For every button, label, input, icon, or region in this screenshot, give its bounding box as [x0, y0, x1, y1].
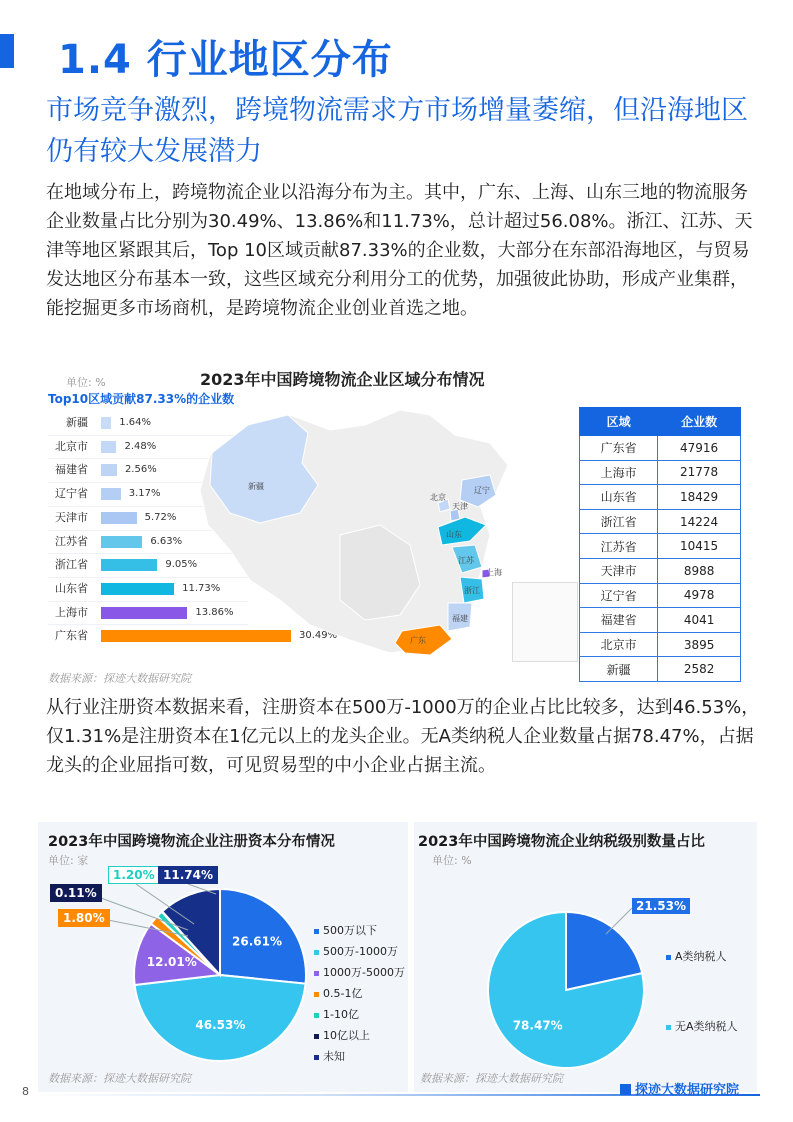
- bar-value-label: 6.63%: [150, 535, 183, 547]
- bar-category-label: 上海市: [55, 605, 88, 619]
- legend-label: 1000万-5000万: [323, 966, 405, 979]
- bar-category-label: 江苏省: [55, 534, 88, 548]
- table-cell-region: 北京市: [580, 632, 658, 657]
- map-label-tianjin: 天津: [452, 502, 468, 511]
- map-label-beijing: 北京: [430, 493, 446, 502]
- bar-mark: [101, 488, 121, 500]
- capital-paragraph: 从行业注册资本数据来看，注册资本在500万-1000万的企业占比比较多，达到46.53%，仅1.31%是注册资本在1亿元以上的龙头企业。无A类纳税人企业数量占据78.47%，占据龙头的企业屈指可数，可见贸易型的中小企业占据主流。: [46, 697, 760, 776]
- pie-slice-label: 12.01%: [146, 955, 197, 970]
- table-row: [580, 608, 741, 633]
- bar-value-label: 3.17%: [128, 488, 161, 500]
- legend-item: [314, 1006, 359, 1022]
- brand-footer: [620, 1079, 739, 1098]
- bar-value-label: 13.86%: [195, 606, 234, 618]
- bar-category-label: 广东省: [55, 629, 88, 643]
- table-row: [580, 632, 741, 657]
- table-cell-region: 江苏省: [580, 534, 658, 559]
- legend-label: 500万以下: [323, 924, 377, 937]
- table-row: [580, 509, 741, 534]
- capital-source: 数据来源：探迹大数据研究院: [48, 1072, 191, 1085]
- bar-category-label: 山东省: [55, 581, 88, 595]
- legend-swatch: [314, 950, 319, 955]
- bar-category-label: 北京市: [55, 439, 88, 453]
- pie-slice-label: 26.61%: [232, 934, 283, 949]
- legend-item: [314, 943, 398, 959]
- table-cell-count: 10415: [658, 534, 741, 559]
- title-accent-bar: [0, 34, 14, 68]
- table-cell-region: 山东省: [580, 485, 658, 510]
- tax-source: 数据来源：探迹大数据研究院: [420, 1072, 563, 1085]
- tax-chart-unit: 单位: %: [432, 854, 472, 867]
- bar-value-label: 30.49%: [299, 630, 338, 642]
- pie-slice-label: 46.53%: [195, 1017, 246, 1032]
- map-label-xinjiang: 新疆: [248, 482, 264, 491]
- table-row: [580, 558, 741, 583]
- table-header-region: 区域: [580, 408, 658, 436]
- legend-item: [314, 922, 377, 938]
- region-unit-label: 单位: %: [66, 376, 106, 389]
- bar-mark: [101, 607, 187, 619]
- tax-chart-title: 2023年中国跨境物流企业纳税级别数量占比: [418, 834, 705, 850]
- table-cell-count: 4978: [658, 583, 741, 608]
- capital-chart-unit: 单位: 家: [48, 854, 89, 867]
- legend-swatch: [314, 1055, 319, 1060]
- intro-paragraph: 在地域分布上，跨境物流企业以沿海分布为主。其中，广东、上海、山东三地的物流服务企业数量占比分别为30.49%、13.86%和11.73%，总计超过56.08%。浙江、江苏、天津等地区紧跟其后，Top 10区域贡献87.33%的企业数，大部分在东部沿海地区，与贸易发达地区分布基本一致，这些区域充分利用分工的优势，加强彼此协助，形成产业集群，能挖掘更多市场商机，是跨境物流企业创业首选之地。: [46, 182, 753, 319]
- table-row: [580, 485, 741, 510]
- bar-value-label: 5.72%: [144, 511, 177, 523]
- south-sea-inset: [512, 582, 578, 662]
- table-cell-region: 浙江省: [580, 509, 658, 534]
- region-source: 数据来源：探迹大数据研究院: [48, 672, 191, 685]
- legend-item: [666, 1018, 738, 1034]
- brand-name: 探迹大数据研究院: [635, 1083, 740, 1098]
- bar-mark: [101, 441, 116, 453]
- bar-mark: [101, 512, 137, 524]
- map-label-shandong: 山东: [446, 530, 462, 539]
- bar-value-label: 11.73%: [182, 582, 221, 594]
- legend-swatch: [314, 1013, 319, 1018]
- table-row: [580, 460, 741, 485]
- bar-value-label: 2.48%: [124, 440, 157, 452]
- table-cell-region: 福建省: [580, 608, 658, 633]
- section-subtitle: 市场竞争激烈，跨境物流需求方市场增量萎缩，但沿海地区仍有较大发展潜力: [46, 95, 748, 167]
- table-header-count: 企业数: [658, 408, 741, 436]
- bar-category-label: 辽宁省: [55, 487, 88, 501]
- legend-swatch: [314, 971, 319, 976]
- legend-label: 500万-1000万: [323, 945, 398, 958]
- bar-mark: [101, 417, 111, 429]
- bar-category-label: 天津市: [55, 510, 88, 524]
- table-cell-count: 4041: [658, 608, 741, 633]
- callout-leader-line: [606, 908, 632, 934]
- map-label-jiangsu: 江苏: [458, 556, 474, 565]
- table-cell-count: 21778: [658, 460, 741, 485]
- bar-category-label: 新疆: [66, 416, 88, 429]
- legend-label: 0.5-1亿: [323, 987, 363, 1000]
- pie-callout-label: 1.20%: [108, 866, 160, 884]
- map-label-shanghai: 上海: [486, 568, 502, 577]
- region-table: [579, 407, 741, 682]
- legend-label: 无A类纳税人: [675, 1020, 738, 1033]
- legend-label: 10亿以上: [323, 1029, 370, 1042]
- legend-swatch: [666, 955, 671, 960]
- legend-swatch: [314, 929, 319, 934]
- bar-mark: [101, 559, 157, 571]
- page-number: 8: [22, 1085, 29, 1098]
- map-label-guangdong: 广东: [410, 636, 426, 645]
- legend-swatch: [314, 1034, 319, 1039]
- map-label-fujian: 福建: [452, 614, 468, 623]
- legend-item: [314, 1027, 370, 1043]
- region-chart-title: 2023年中国跨境物流企业区域分布情况: [200, 370, 485, 389]
- capital-chart-title: 2023年中国跨境物流企业注册资本分布情况: [48, 834, 335, 850]
- map-label-zhejiang: 浙江: [464, 586, 480, 595]
- legend-item: [314, 1048, 345, 1064]
- pie-callout-label: 0.11%: [50, 884, 102, 902]
- table-cell-region: 天津市: [580, 558, 658, 583]
- table-cell-region: 上海市: [580, 460, 658, 485]
- legend-item: [314, 985, 362, 1001]
- pie-callout-label: 21.53%: [632, 898, 690, 914]
- brand-logo-icon: [620, 1084, 631, 1095]
- bar-category-label: 浙江省: [55, 558, 88, 572]
- map-xinjiang: [210, 415, 318, 523]
- tax-chart-panel: [414, 822, 757, 1092]
- legend-swatch: [666, 1025, 671, 1030]
- legend-label: 1-10亿: [323, 1008, 359, 1021]
- pie-slice-label: 78.47%: [512, 1018, 563, 1033]
- bar-category-label: 福建省: [55, 463, 88, 477]
- table-row: [580, 534, 741, 559]
- legend-swatch: [314, 992, 319, 997]
- pie-callout-label: 11.74%: [158, 866, 218, 884]
- bar-mark: [101, 464, 117, 476]
- legend-item: [666, 948, 727, 964]
- legend-label: 未知: [323, 1050, 345, 1063]
- table-cell-count: 2582: [658, 657, 741, 682]
- section-title: 1.4 行业地区分布: [58, 37, 393, 83]
- table-row: [580, 583, 741, 608]
- table-row: [580, 657, 741, 682]
- table-cell-count: 14224: [658, 509, 741, 534]
- table-cell-count: 3895: [658, 632, 741, 657]
- map-label-liaoning: 辽宁: [474, 486, 490, 495]
- pie-callout-label: 1.80%: [58, 909, 110, 927]
- bar-value-label: 2.56%: [124, 464, 157, 476]
- china-map: [190, 385, 520, 660]
- table-cell-count: 18429: [658, 485, 741, 510]
- bar-mark: [101, 536, 142, 548]
- bar-mark: [101, 583, 174, 595]
- top10-subtitle: Top10区域贡献87.33%的企业数: [48, 392, 235, 406]
- table-cell-region: 新疆: [580, 657, 658, 682]
- table-row: [580, 436, 741, 461]
- table-cell-count: 8988: [658, 558, 741, 583]
- legend-item: [314, 964, 405, 980]
- table-cell-region: 广东省: [580, 436, 658, 461]
- capital-chart-panel: [38, 822, 408, 1092]
- bar-value-label: 1.64%: [119, 417, 151, 428]
- table-cell-region: 辽宁省: [580, 583, 658, 608]
- table-cell-count: 47916: [658, 436, 741, 461]
- legend-label: A类纳税人: [675, 950, 727, 963]
- bar-value-label: 9.05%: [165, 559, 198, 571]
